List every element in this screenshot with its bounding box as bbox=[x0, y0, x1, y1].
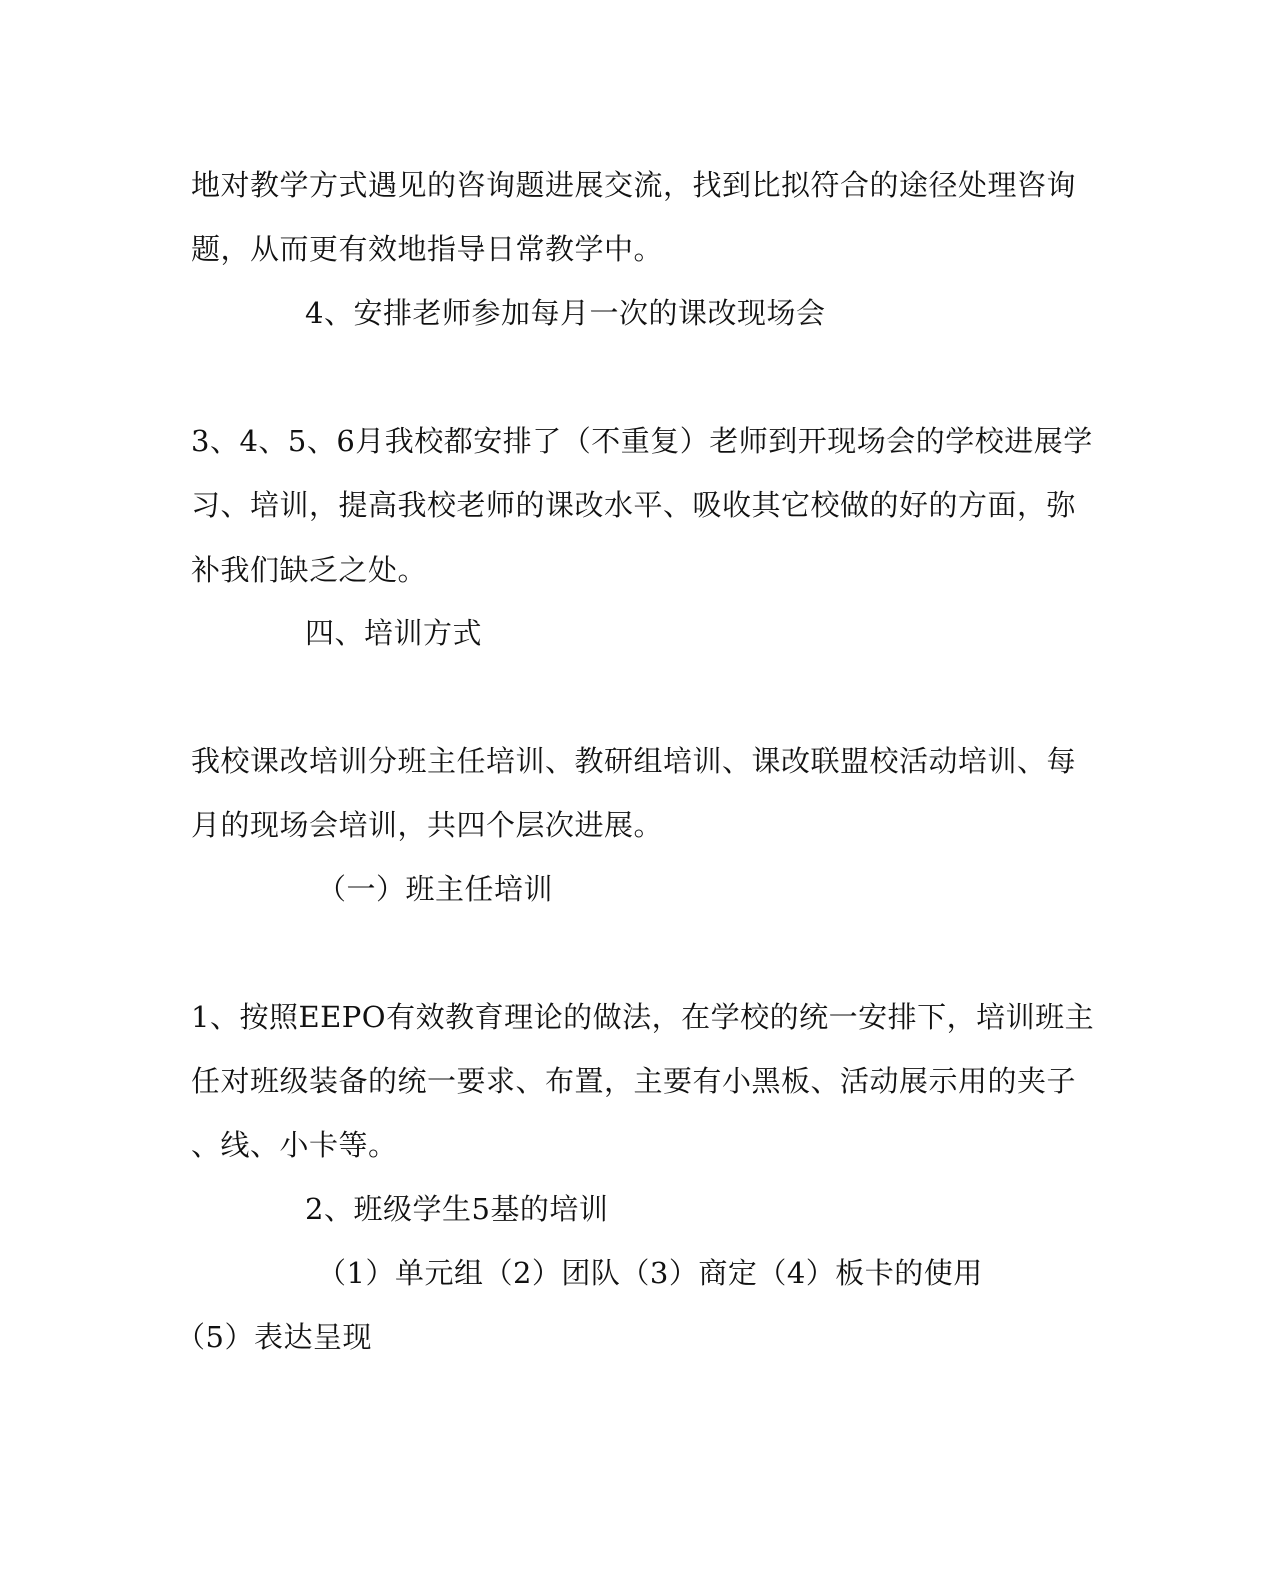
paragraph-line: 月的现场会培训，共四个层次进展。 bbox=[191, 808, 664, 842]
paragraph-line: 1、按照EEPO有效教育理论的做法，在学校的统一安排下，培训班主 bbox=[191, 1000, 1095, 1034]
list-item-heading: 2、班级学生5基的培训 bbox=[305, 1192, 609, 1226]
section-heading: 四、培训方式 bbox=[305, 616, 483, 650]
paragraph-line: 、线、小卡等。 bbox=[191, 1128, 398, 1162]
paragraph-line: 任对班级装备的统一要求、布置，主要有小黑板、活动展示用的夹子 bbox=[191, 1064, 1077, 1098]
paragraph-line: （5）表达呈现 bbox=[176, 1320, 372, 1354]
paragraph-line: 3、4、5、6月我校都安排了（不重复）老师到开现场会的学校进展学 bbox=[191, 424, 1093, 458]
paragraph-line: 习、培训，提高我校老师的课改水平、吸收其它校做的好的方面，弥 bbox=[191, 488, 1077, 522]
paragraph-line: （1）单元组（2）团队（3）商定（4）板卡的使用 bbox=[317, 1256, 983, 1290]
paragraph-line: 补我们缺乏之处。 bbox=[191, 553, 428, 587]
subsection-heading: （一）班主任培训 bbox=[317, 872, 554, 906]
paragraph-line: 题，从而更有效地指导日常教学中。 bbox=[191, 232, 664, 266]
paragraph-line: 我校课改培训分班主任培训、教研组培训、课改联盟校活动培训、每 bbox=[191, 744, 1077, 778]
list-item-heading: 4、安排老师参加每月一次的课改现场会 bbox=[305, 296, 826, 330]
paragraph-line: 地对教学方式遇见的咨询题进展交流，找到比拟符合的途径处理咨询 bbox=[191, 168, 1077, 202]
